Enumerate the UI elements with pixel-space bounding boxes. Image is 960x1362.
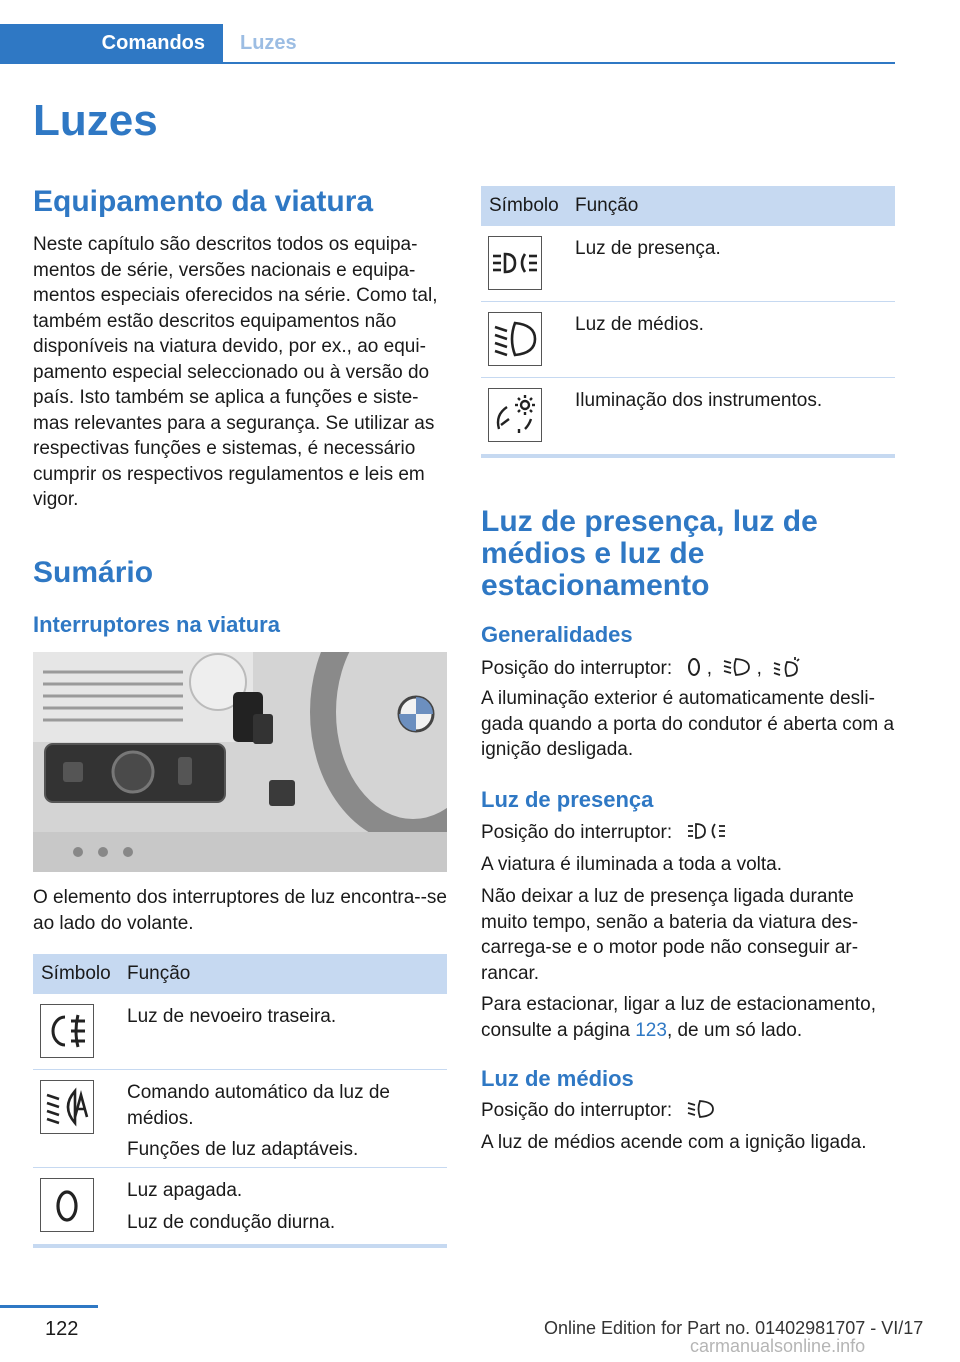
row-function-text: Luz de presença. — [575, 238, 721, 259]
general-heading: Generalidades — [481, 622, 633, 647]
table-header — [481, 186, 895, 226]
tab-luzes[interactable]: Luzes — [240, 32, 297, 54]
switches-heading: Interruptores na viatura — [33, 612, 280, 637]
table-row — [481, 302, 895, 378]
table-row — [33, 994, 447, 1070]
lowbeam-switch-line — [481, 1098, 715, 1128]
parking-light-icon — [687, 820, 731, 850]
light-switch-photo — [33, 652, 447, 872]
switch-position-label: Posição do interruptor: — [481, 822, 673, 843]
tab-comandos[interactable]: Comandos — [0, 24, 223, 62]
table-header — [33, 954, 447, 994]
row-function-text: Funções de luz adaptáveis. — [127, 1139, 359, 1160]
general-switch-line: Posição do interruptor: , , — [481, 656, 801, 686]
col-function-header: Função — [575, 195, 639, 216]
col-symbol-header: Símbolo — [489, 195, 559, 216]
lowbeam-heading: Luz de médios — [481, 1066, 634, 1091]
lowbeam-paragraph: A luz de médios acende com a ignição ligada. — [481, 1132, 867, 1153]
auto-light-icon — [773, 656, 801, 686]
table-end-bar — [33, 1244, 447, 1248]
equip-heading: Equipamento da viatura — [33, 185, 374, 218]
switch-position-label: Posição do interruptor: — [481, 1100, 673, 1121]
table-end-bar — [481, 454, 895, 458]
parking-switch-line — [481, 820, 731, 850]
table-row — [481, 226, 895, 302]
auto-low-beam-icon — [40, 1080, 94, 1134]
low-beam-icon — [687, 1098, 715, 1128]
page-reference-link[interactable]: 123 — [635, 1019, 667, 1041]
general-paragraph: A iluminação exterior é automaticamente desli-gada quando a porta do condutor é aberta com a ignição desligada. — [481, 688, 895, 760]
edition-text: Online Edition for Part no. 01402981707 - VI/17 — [544, 1318, 924, 1338]
low-beam-icon — [723, 656, 751, 686]
parking-paragraph-2: Não deixar a luz de presença ligada durante muito tempo, senão a bateria da viatura des-carrega-se e o motor pode não conseguir ar-rancar. — [481, 886, 859, 984]
row-function-text: Luz de condução diurna. — [127, 1211, 336, 1233]
row-function-text: Luz de médios. — [575, 314, 704, 335]
photo-caption: O elemento dos interruptores de luz encontra--se ao lado do volante. — [33, 887, 447, 934]
table-row — [33, 1070, 447, 1168]
low-beam-icon — [488, 312, 542, 366]
section-heading: Luz de presença, luz de médios e luz de estacionamento — [481, 505, 818, 602]
col-function-header: Função — [127, 963, 191, 984]
row-function-text: Luz de nevoeiro traseira. — [127, 1006, 337, 1027]
footer-rule — [0, 1305, 98, 1308]
parking-paragraph-3: Para estacionar, ligar a luz de estacionamento, consulte a página 123, de um só lado. — [481, 994, 877, 1041]
row-function-text: Comando automático da luz de médios. — [127, 1082, 390, 1129]
header-tab-bar — [0, 24, 895, 64]
parking-paragraph-1: A viatura é iluminada a toda a volta. — [481, 854, 783, 875]
row-function-text: Luz apagada. — [127, 1180, 243, 1201]
table-row — [33, 1168, 447, 1244]
table-row — [481, 378, 895, 454]
rear-fog-light-icon — [40, 1004, 94, 1058]
dashboard-illustration — [33, 652, 447, 872]
lights-off-icon — [40, 1178, 94, 1232]
parking-light-icon — [488, 236, 542, 290]
lights-off-icon — [687, 656, 701, 686]
switch-position-label: Posição do interruptor: — [481, 658, 673, 679]
page-title: Luzes — [33, 96, 158, 145]
parking-heading: Luz de presença — [481, 787, 654, 812]
page-number: 122 — [45, 1318, 79, 1340]
instrument-lighting-icon — [488, 388, 542, 442]
col-symbol-header: Símbolo — [41, 963, 111, 984]
row-function-text: Iluminação dos instrumentos. — [575, 390, 823, 411]
right-symbol-table — [481, 186, 895, 458]
watermark-text: carmanualsonline.info — [690, 1336, 866, 1356]
equip-paragraph: Neste capítulo são descritos todos os equipa-mentos de série, versões nacionais e equipa-mentos especiais oferecidos na série. Como tal, também estão descritos equipamentos não disponíveis na viatura devido, por ex., ao equi-pamento especial seleccionado ou à versão do país. Isto também se aplica a funções e siste-mas relevantes para a segurança. Se utilizar as respectivas funções e sistemas, é necessário cumprir os respectivos regulamentos e leis em vigor. — [33, 234, 438, 510]
left-symbol-table — [33, 954, 447, 1248]
summary-heading: Sumário — [33, 556, 154, 589]
